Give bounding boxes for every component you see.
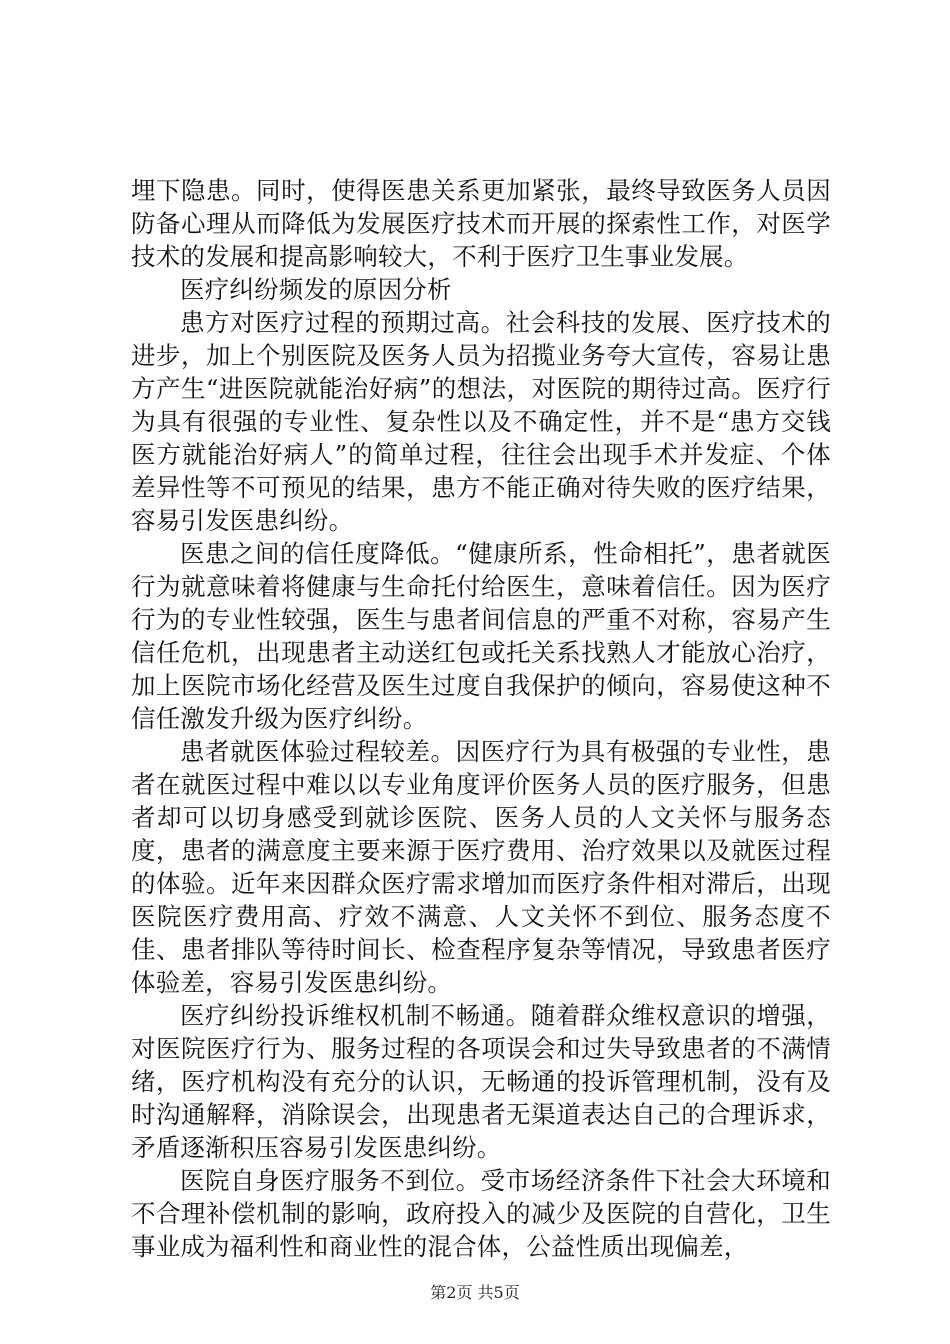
- paragraph-experience: 患者就医体验过程较差。因医疗行为具有极强的专业性，患者在就医过程中难以以专业角度评价医务人员的医疗服务，但患者却可以切身感受到就诊医院、医务人员的人文关怀与服务态度，患者的满意度主要来源于医疗费用、治疗效果以及就医过程的体验。近年来因群众医疗需求增加而医疗条件相对滞后，出现医院医疗费用高、疗效不满意、人文关怀不到位、服务态度不佳、患者排队等待时间长、检查程序复杂等情况，导致患者医疗体验差，容易引发医患纠纷。: [131, 737, 831, 997]
- paragraph-complaint-mechanism: 医疗纠纷投诉维权机制不畅通。随着群众维权意识的增强，对医院医疗行为、服务过程的各项误会和过失导致患者的不满情绪，医疗机构没有充分的认识，无畅通的投诉管理机制，没有及时沟通解释，消除误会，出现患者无渠道表达自己的合理诉求，矛盾逐渐积压容易引发医患纠纷。: [131, 1001, 831, 1162]
- page-number-footer: 第2页 共5页: [430, 1283, 520, 1302]
- body-text: [131, 174, 831, 1263]
- paragraph-trust: 医患之间的信任度降低。“健康所系，性命相托”，患者就医行为就意味着将健康与生命托付给医生，意味着信任。因为医疗行为的专业性较强，医生与患者间信息的严重不对称，容易产生信任危机，出现患者主动送红包或托关系找熟人才能放心治疗，加上医院市场化经营及医生过度自我保护的倾向，容易使这种不信任激发升级为医疗纠纷。: [131, 539, 831, 733]
- paragraph-hospital-service: 医院自身医疗服务不到位。受市场经济条件下社会大环境和不合理补偿机制的影响，政府投入的减少及医院的自营化，卫生事业成为福利性和商业性的混合体，公益性质出现偏差，: [131, 1166, 831, 1261]
- section-heading: 医疗纠纷频发的原因分析: [180, 275, 452, 304]
- paragraph-continuation: 埋下隐患。同时，使得医患关系更加紧张，最终导致医务人员因防备心理从而降低为发展医疗技术而开展的探索性工作，对医学技术的发展和提高影响较大，不利于医疗卫生事业发展。: [131, 176, 831, 271]
- paragraph-expectation: 患方对医疗过程的预期过高。社会科技的发展、医疗技术的进步，加上个别医院及医务人员为招揽业务夸大宣传，容易让患方产生“进医院就能治好病”的想法，对医院的期待过高。医疗行为具有很强的专业性、复杂性以及不确定性，并不是“患方交钱医方就能治好病人”的简单过程，往往会出现手术并发症、个体差异性等不可预见的结果，患方不能正确对待失败的医疗结果，容易引发医患纠纷。: [131, 308, 831, 535]
